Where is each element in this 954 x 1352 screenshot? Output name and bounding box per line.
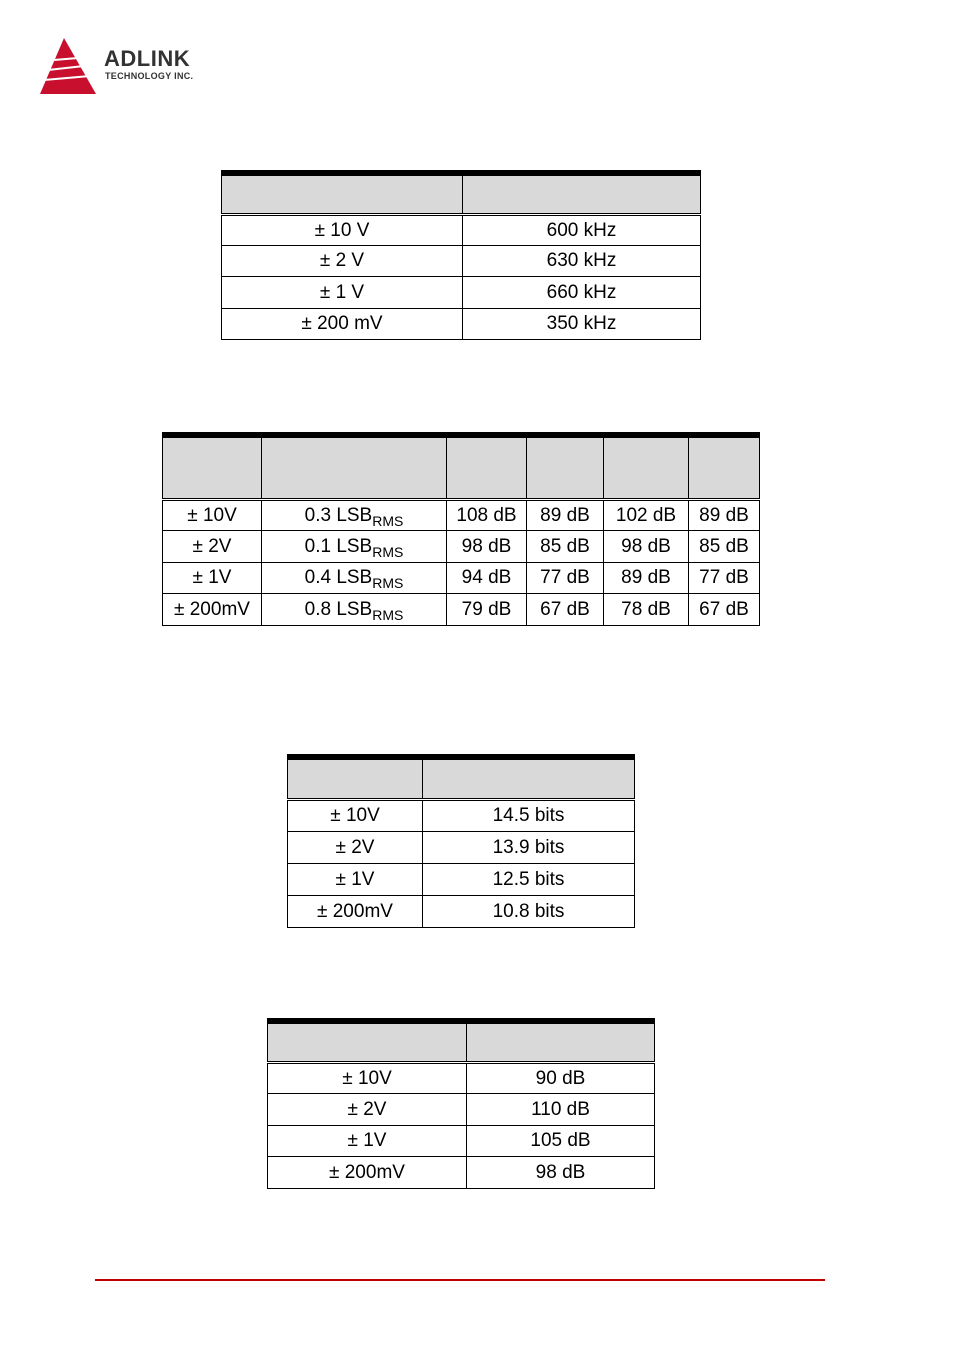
range-cell: ± 10V <box>288 799 423 831</box>
header-cell <box>447 435 527 499</box>
bandwidth-table <box>221 170 701 340</box>
value-cell: 89 dB <box>527 499 604 530</box>
value-cell: 85 dB <box>689 530 760 562</box>
noise-cell <box>262 530 447 562</box>
cmrr-cell: 90 dB <box>467 1062 655 1093</box>
table-row <box>288 831 635 863</box>
value-cell: 78 dB <box>604 593 689 625</box>
enob-cell: 14.5 bits <box>423 799 635 831</box>
noise-value: 0.4 LSB <box>304 567 373 588</box>
noise-unit-sub: RMS <box>372 512 404 529</box>
table-row <box>222 214 701 245</box>
enob-table <box>287 754 635 928</box>
table-row <box>288 863 635 895</box>
noise-table <box>162 432 760 626</box>
noise-value: 0.8 LSB <box>304 598 373 620</box>
bandwidth-cell: 350 kHz <box>463 308 701 339</box>
enob-cell: 13.9 bits <box>423 831 635 863</box>
range-cell: ± 10 V <box>222 214 463 245</box>
table-header-row <box>222 173 701 214</box>
noise-cell <box>262 499 447 530</box>
header-cell <box>288 757 423 799</box>
range-cell: ± 2V <box>268 1093 467 1125</box>
table-row <box>163 593 760 625</box>
table-row <box>222 276 701 308</box>
noise-value: 0.1 LSB <box>304 535 373 557</box>
noise-unit-sub: RMS <box>372 575 404 591</box>
table-header-row <box>268 1021 655 1062</box>
table-header-row <box>288 757 635 799</box>
value-cell: 67 dB <box>527 593 604 625</box>
value-cell: 77 dB <box>527 562 604 593</box>
range-cell: ± 200 mV <box>222 308 463 339</box>
value-cell: 108 dB <box>447 499 527 530</box>
value-cell: 94 dB <box>447 562 527 593</box>
header-cell <box>222 173 463 214</box>
table-row <box>222 308 701 339</box>
footer-divider <box>95 1279 825 1281</box>
range-cell: ± 1V <box>288 863 423 895</box>
table-row <box>268 1093 655 1125</box>
cmrr-cell: 105 dB <box>467 1125 655 1156</box>
range-cell: ± 200mV <box>268 1156 467 1188</box>
value-cell: 98 dB <box>604 530 689 562</box>
table-row <box>268 1125 655 1156</box>
value-cell: 102 dB <box>604 499 689 530</box>
value-cell: 77 dB <box>689 562 760 593</box>
range-cell: ± 1V <box>268 1125 467 1156</box>
adlink-logo <box>38 36 238 100</box>
table-header-row <box>163 435 760 499</box>
noise-cell <box>262 593 447 625</box>
table-row <box>163 562 760 593</box>
noise-cell <box>262 562 447 593</box>
range-cell: ± 1V <box>163 562 262 593</box>
header-cell <box>689 435 760 499</box>
header-cell <box>268 1021 467 1062</box>
brand-subtitle: TECHNOLOGY INC. <box>105 71 194 81</box>
value-cell: 79 dB <box>447 593 527 625</box>
enob-cell: 10.8 bits <box>423 895 635 927</box>
table-row <box>268 1156 655 1188</box>
table-row <box>288 895 635 927</box>
noise-value: 0.3 LSB <box>304 504 373 526</box>
range-cell: ± 200mV <box>288 895 423 927</box>
table-row <box>268 1062 655 1093</box>
value-cell: 85 dB <box>527 530 604 562</box>
header-cell <box>262 435 447 499</box>
range-cell: ± 2V <box>288 831 423 863</box>
range-cell: ± 1 V <box>222 276 463 308</box>
range-cell: ± 200mV <box>163 593 262 625</box>
cmrr-table <box>267 1018 655 1189</box>
header-cell <box>463 173 701 214</box>
noise-unit-sub: RMS <box>372 543 404 560</box>
bandwidth-cell: 600 kHz <box>463 214 701 245</box>
value-cell: 67 dB <box>689 593 760 625</box>
header-cell <box>163 435 262 499</box>
range-cell: ± 10V <box>268 1062 467 1093</box>
table-row <box>163 499 760 530</box>
brand-name: ADLINK <box>104 46 191 71</box>
range-cell: ± 10V <box>163 499 262 530</box>
noise-unit-sub: RMS <box>372 606 404 623</box>
value-cell: 89 dB <box>689 499 760 530</box>
header-cell <box>423 757 635 799</box>
value-cell: 98 dB <box>447 530 527 562</box>
header-cell <box>604 435 689 499</box>
cmrr-cell: 110 dB <box>467 1093 655 1125</box>
enob-cell: 12.5 bits <box>423 863 635 895</box>
header-cell <box>527 435 604 499</box>
table-row <box>288 799 635 831</box>
table-row <box>222 245 701 276</box>
header-cell <box>467 1021 655 1062</box>
cmrr-cell: 98 dB <box>467 1156 655 1188</box>
range-cell: ± 2V <box>163 530 262 562</box>
bandwidth-cell: 630 kHz <box>463 245 701 276</box>
value-cell: 89 dB <box>604 562 689 593</box>
logo-triangle-icon <box>38 36 102 100</box>
table-row <box>163 530 760 562</box>
range-cell: ± 2 V <box>222 245 463 276</box>
bandwidth-cell: 660 kHz <box>463 276 701 308</box>
